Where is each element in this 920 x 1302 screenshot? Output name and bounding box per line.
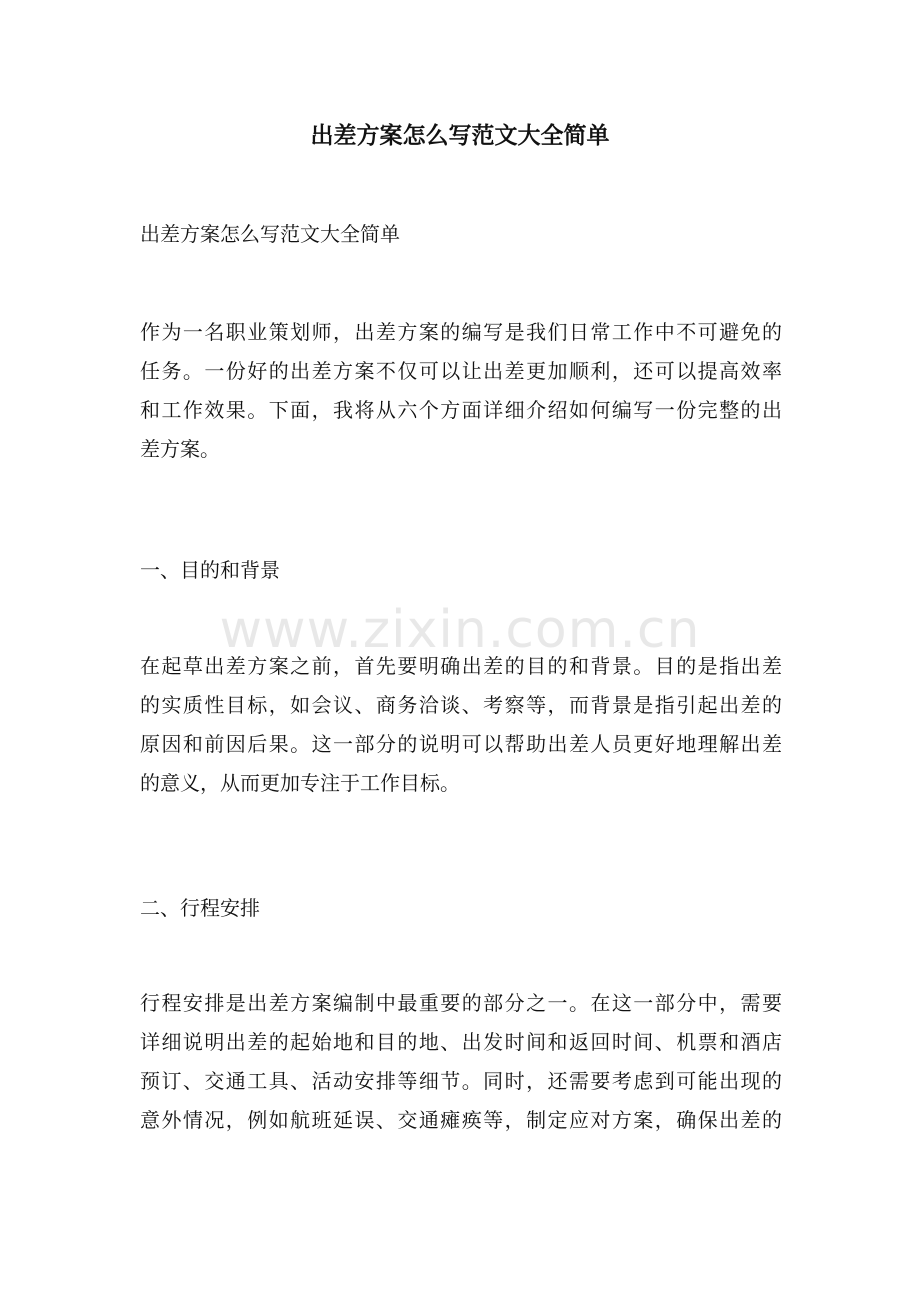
paragraph-line: 差方案。: [140, 437, 220, 461]
paragraph-line: 的意义，从而更加专注于工作目标。: [140, 771, 460, 795]
section-heading-itinerary: 二、行程安排: [140, 896, 260, 920]
watermark: www.zixin.com.cn: [219, 600, 701, 660]
document-title: 出差方案怎么写范文大全简单: [310, 122, 610, 149]
paragraph-line: 预订、交通工具、活动安排等细节。同时，还需要考虑到可能出现的: [140, 1069, 782, 1093]
purpose-paragraph: [140, 647, 782, 803]
paragraph-line: 在起草出差方案之前，首先要明确出差的目的和背景。目的是指出差: [140, 654, 782, 678]
intro-paragraph: [140, 313, 782, 469]
paragraph-line: 的实质性目标，如会议、商务洽谈、考察等，而背景是指引起出差的: [140, 693, 782, 717]
paragraph-line: 和工作效果。下面，我将从六个方面详细介绍如何编写一份完整的出: [140, 398, 782, 422]
itinerary-paragraph: [140, 984, 782, 1140]
paragraph-line: 意外情况，例如航班延误、交通瘫痪等，制定应对方案，确保出差的: [140, 1108, 782, 1132]
paragraph-line: 作为一名职业策划师，出差方案的编写是我们日常工作中不可避免的: [140, 320, 782, 344]
paragraph-line: 任务。一份好的出差方案不仅可以让出差更加顺利，还可以提高效率: [140, 359, 782, 383]
paragraph-line: 原因和前因后果。这一部分的说明可以帮助出差人员更好地理解出差: [140, 732, 782, 756]
paragraph-line: 详细说明出差的起始地和目的地、出发时间和返回时间、机票和酒店: [140, 1030, 782, 1054]
paragraph-line: 行程安排是出差方案编制中最重要的部分之一。在这一部分中，需要: [140, 991, 782, 1015]
section-heading-purpose: 一、目的和背景: [140, 558, 280, 582]
document-subtitle: 出差方案怎么写范文大全简单: [140, 222, 400, 246]
